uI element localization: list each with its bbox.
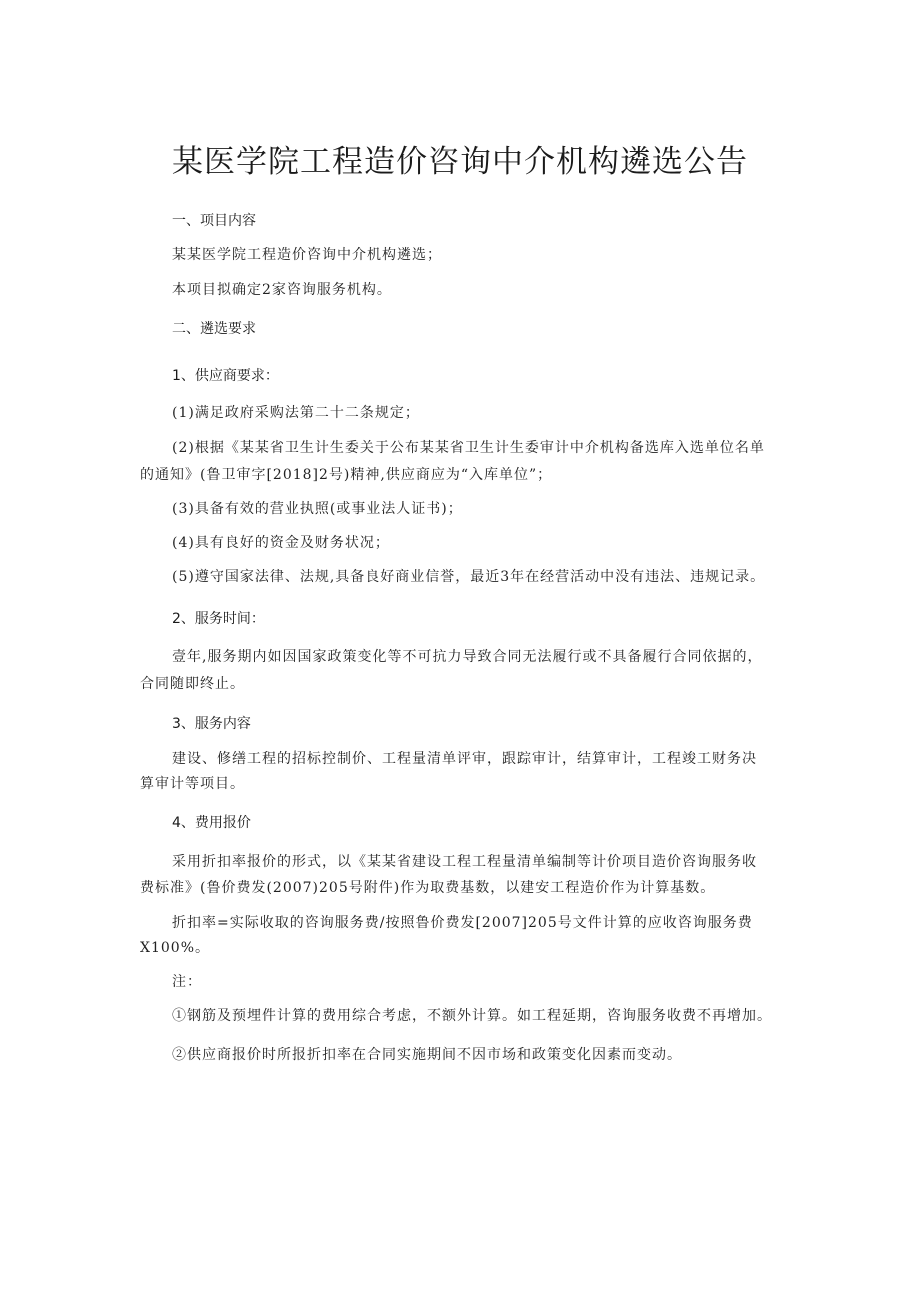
paragraph-line-continuation: 算审计等项目。 [140,776,245,792]
list-item-continuation: 的通知》(鲁卫审字[2018]2号)精神,供应商应为“入库单位”； [140,467,553,483]
section-heading-selection-requirements: 二、遴选要求 [172,321,256,337]
list-item: (2)根据《某某省卫生计生委关于公布某某省卫生计生委审计中介机构备选库入选单位名单 [172,440,765,456]
paragraph-line: 壹年,服务期内如因国家政策变化等不可抗力导致合同无法履行或不具备履行合同依据的， [172,649,763,665]
note-item: ①钢筋及预埋件计算的费用综合考虑，不额外计算。如工程延期，咨询服务收费不再增加。 [172,1008,772,1024]
paragraph-line: 折扣率=实际收取的咨询服务费/按照鲁价费发[2007]205号文件计算的应收咨询服务费 [172,915,753,931]
list-item: (1)满足政府采购法第二十二条规定； [172,405,420,421]
subsection-heading-service-time: 2、服务时间： [172,611,265,627]
list-item: (4)具有良好的资金及财务状况； [172,535,390,551]
subsection-heading-fee-quote: 4、费用报价 [172,815,251,831]
note-label: 注： [172,974,202,990]
note-item: ②供应商报价时所报折扣率在合同实施期间不因市场和政策变化因素而变动。 [172,1047,682,1063]
subsection-heading-supplier-requirements: 1、供应商要求： [172,368,279,384]
paragraph-line-continuation: 费标准》(鲁价费发(2007)205号附件)作为取费基数，以建安工程造价作为计算基数。 [140,880,716,896]
section-heading-project-content: 一、项目内容 [172,213,256,229]
paragraph-line-continuation: X100%。 [140,940,210,956]
paragraph-line: 本项目拟确定2家咨询服务机构。 [172,282,392,298]
paragraph-line: 采用折扣率报价的形式，以《某某省建设工程工程量清单编制等计价项目造价咨询服务收 [172,854,757,870]
paragraph-line: 建设、修缮工程的招标控制价、工程量清单评审，跟踪审计，结算审计，工程竣工财务决 [172,751,757,767]
list-item: (3)具备有效的营业执照(或事业法人证书)； [172,501,463,517]
page-title: 某医学院工程造价咨询中介机构遴选公告 [172,144,748,180]
paragraph-line: 某某医学院工程造价咨询中介机构遴选； [172,247,442,263]
subsection-heading-service-content: 3、服务内容 [172,716,251,732]
list-item: (5)遵守国家法律、法规,具备良好商业信誉，最近3年在经营活动中没有违法、违规记录。 [172,569,766,585]
paragraph-line-continuation: 合同随即终止。 [140,676,245,692]
